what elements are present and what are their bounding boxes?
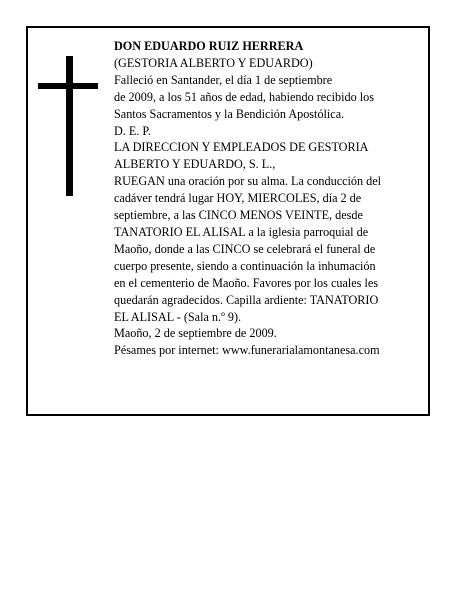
notice-line: EL ALISAL - (Sala n.º 9). <box>114 309 242 324</box>
company-affiliation: (GESTORIA ALBERTO Y EDUARDO) <box>114 55 313 70</box>
notice-line: quedarán agradecidos. Capilla ardiente: TANATORIO <box>114 292 379 307</box>
notice-line: Falleció en Santander, el día 1 de septiembre <box>114 72 333 87</box>
notice-line: Maoño, donde a las CINCO se celebrará el funeral de <box>114 241 376 256</box>
notice-line: RUEGAN una oración por su alma. La conducción del <box>114 174 382 189</box>
condolences-website: Pésames por internet: www.funerarialamontanesa.com <box>114 343 380 358</box>
notice-line: septiembre, a las CINCO MENOS VEINTE, desde <box>114 208 363 223</box>
notice-line: cadáver tendrá lugar HOY, MIERCOLES, día 2 de <box>114 191 362 206</box>
notice-line: LA DIRECCION Y EMPLEADOS DE GESTORIA <box>114 140 369 155</box>
place-date: Maoño, 2 de septiembre de 2009. <box>114 326 277 341</box>
notice-line: en el cementerio de Maoño. Favores por los cuales les <box>114 275 378 290</box>
notice-line: de 2009, a los 51 años de edad, habiendo recibido los <box>114 89 374 104</box>
notice-line: TANATORIO EL ALISAL a la iglesia parroquial de <box>114 224 369 239</box>
notice-line: Santos Sacramentos y la Bendición Apostólica. <box>114 106 345 121</box>
cross-horizontal-bar <box>38 83 98 89</box>
rest-in-peace: D. E. P. <box>114 123 151 138</box>
notice-text <box>114 38 418 359</box>
deceased-name: DON EDUARDO RUIZ HERRERA <box>114 39 304 53</box>
notice-line: cuerpo presente, siendo a continuación la inhumación <box>114 258 376 273</box>
cross-vertical-bar <box>66 56 73 196</box>
notice-line: ALBERTO Y EDUARDO, S. L., <box>114 157 276 172</box>
